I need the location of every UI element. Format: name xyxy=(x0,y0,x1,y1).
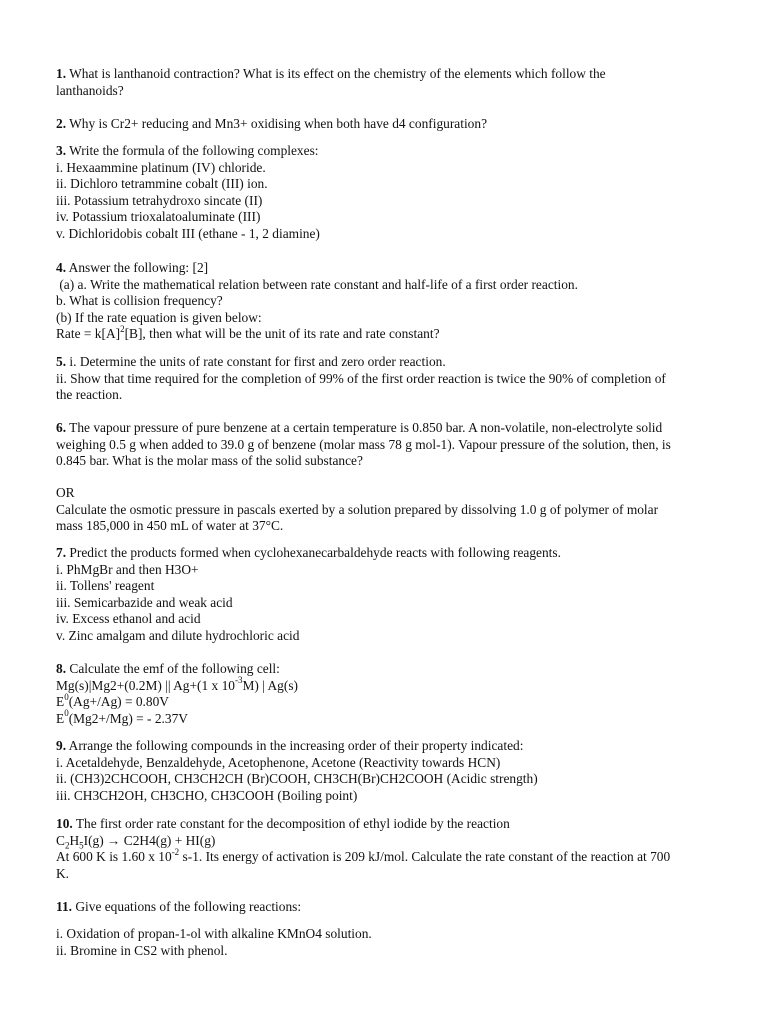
question-text: The vapour pressure of pure benzene at a certain temperature is 0.850 bar. A non-volatile, non-electrolyte solid xyxy=(69,420,663,435)
sub-question: (b) If the rate equation is given below: xyxy=(56,309,262,325)
question-text-continued: At 600 K is 1.60 x $10^{-2}$ s-1. Its energy of activation is 209 kJ/mol. Calculate the rate constant of the reaction at 700 xyxy=(56,846,671,865)
question-4 xyxy=(56,260,716,343)
question-text-continued: 0.845 bar. What is the molar mass of the solid substance? xyxy=(56,453,363,469)
question-number: 4. xyxy=(56,260,67,275)
list-item: iii. CH3CH2OH, CH3CHO, CH3COOH (Boiling point) xyxy=(56,787,358,803)
question-1 xyxy=(56,66,716,99)
sub-question: ii. Show that time required for the completion of 99% of the first order reaction is twice the 90% of completion of xyxy=(56,370,666,386)
question-11 xyxy=(56,899,716,916)
question-text: What is lanthanoid contraction? What is its effect on the chemistry of the elements which follow the xyxy=(69,66,606,81)
question-7 xyxy=(56,545,716,645)
question-10 xyxy=(56,816,716,882)
question-3 xyxy=(56,143,716,243)
question-text: Predict the products formed when cyclohexanecarbaldehyde reacts with following reagents. xyxy=(69,545,561,560)
electrode-potential: $E^0(Mg2+/Mg)$ = - 2.37V xyxy=(56,708,188,726)
question-9 xyxy=(56,738,716,804)
sub-question: (a) a. Write the mathematical relation between rate constant and half-life of a first order reaction. xyxy=(56,276,578,292)
list-item: i. Oxidation of propan-1-ol with alkaline KMnO4 solution. xyxy=(56,926,372,941)
list-item: iv. Potassium trioxalatoaluminate (III) xyxy=(56,209,261,225)
question-text-continued: lanthanoids? xyxy=(56,82,124,98)
question-number: 10. xyxy=(56,816,73,831)
question-number: 7. xyxy=(56,545,67,560)
list-item: ii. Tollens' reagent xyxy=(56,578,155,594)
question-8 xyxy=(56,661,716,727)
list-item: i. Acetaldehyde, Benzaldehyde, Acetophenone, Acetone (Reactivity towards HCN) xyxy=(56,754,501,770)
rate-equation: Rate = $k[A]^2[B]$, then what will be the unit of its rate and rate constant? xyxy=(56,323,440,342)
question-text: Write the formula of the following complexes: xyxy=(69,143,319,158)
question-text-continued: mass 185,000 in 450 mL of water at 37°C. xyxy=(56,518,284,534)
question-text: Why is Cr2+ reducing and Mn3+ oxidising when both have d4 configuration? xyxy=(69,116,488,131)
electrode-potential: $E^0(Ag+/Ag) = 0.80V$ xyxy=(56,691,169,710)
question-text: Calculate the osmotic pressure in pascals exerted by a solution prepared by dissolving 1.0 g of polymer of molar xyxy=(56,501,659,517)
question-text-continued: K. xyxy=(56,865,70,881)
list-item: ii. (CH3)2CHCOOH, CH3CH2CH (Br)COOH, CH3CH(Br)CH2COOH (Acidic strength) xyxy=(56,771,538,787)
list-item: i. Hexaammine platinum (IV) chloride. xyxy=(56,159,266,175)
question-2 xyxy=(56,116,716,133)
question-number: 11. xyxy=(56,899,72,914)
question-text-continued: weighing 0.5 g when added to 39.0 g of benzene (molar mass 78 g mol-1). Vapour pressure of the solution, then, is xyxy=(56,436,671,452)
list-item: v. Dichloridobis cobalt III (ethane - 1, 2 diamine) xyxy=(56,225,320,241)
question-text: i. Determine the units of rate constant for first and zero order reaction. xyxy=(69,354,446,369)
list-item: iv. Excess ethanol and acid xyxy=(56,611,201,627)
question-number: 6. xyxy=(56,420,67,435)
question-number: 2. xyxy=(56,116,67,131)
question-text: The first order rate constant for the decomposition of ethyl iodide by the reaction xyxy=(75,816,510,831)
question-text: Answer the following: [2] xyxy=(68,260,209,275)
question-number: 3. xyxy=(56,143,67,158)
list-item: iii. Potassium tetrahydroxo sincate (II) xyxy=(56,192,263,208)
question-text: Give equations of the following reactions: xyxy=(75,899,302,914)
cell-notation: Mg(s)|Mg2+(0.2M) || Ag+(1 x $10^{-3}M$) | Ag(s) xyxy=(56,675,298,693)
list-item: iii. Semicarbazide and weak acid xyxy=(56,594,233,610)
list-item: ii. Bromine in CS2 with phenol. xyxy=(56,942,228,958)
or-separator: OR xyxy=(56,485,75,500)
list-item: i. PhMgBr and then H3O+ xyxy=(56,561,199,577)
question-5 xyxy=(56,354,716,404)
question-number: 8. xyxy=(56,661,67,676)
question-text: Arrange the following compounds in the increasing order of their property indicated: xyxy=(68,738,524,753)
question-6 xyxy=(56,420,716,470)
list-item: v. Zinc amalgam and dilute hydrochloric acid xyxy=(56,627,300,643)
question-text: Calculate the emf of the following cell: xyxy=(69,661,280,676)
list-item: ii. Dichloro tetrammine cobalt (III) ion. xyxy=(56,176,268,192)
sub-question-continued: the reaction. xyxy=(56,387,123,403)
reaction-equation: $C_2H_5I(g) \to C2H4(g) + HI(g)$ xyxy=(56,832,216,851)
question-6-alternative xyxy=(56,485,716,535)
sub-question: b. What is collision frequency? xyxy=(56,293,223,309)
question-number: 1. xyxy=(56,66,67,81)
question-11-items xyxy=(56,926,716,959)
question-number: 5. xyxy=(56,354,67,369)
question-number: 9. xyxy=(56,738,67,753)
